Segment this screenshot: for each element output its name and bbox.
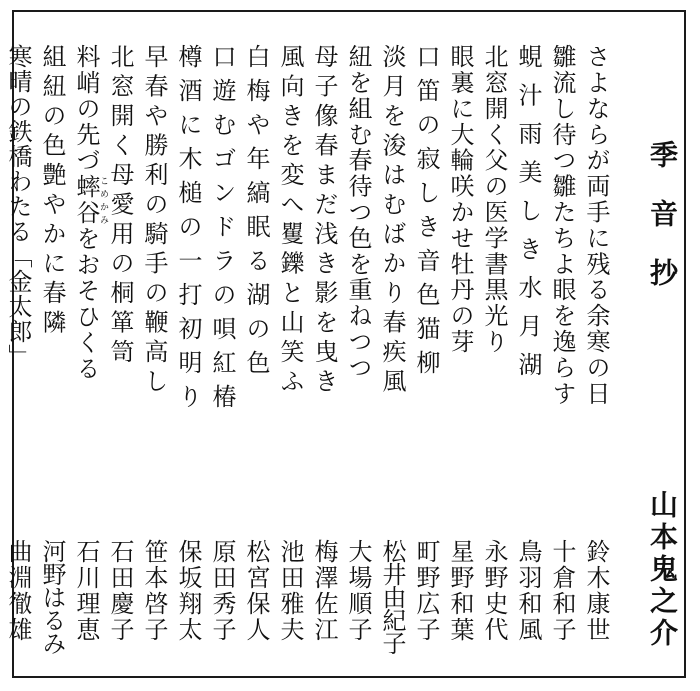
haiku-author: 曲淵徹雄: [4, 539, 32, 643]
haiku-verse: [108, 44, 132, 494]
haiku-verse: 母子像春まだ浅き影を曳き: [310, 44, 338, 398]
haiku-author: 梅澤佐江: [310, 539, 338, 643]
ruby-base: 蟀谷: [72, 174, 100, 226]
haiku-author: 大場順子: [344, 539, 372, 643]
ruby-base: 母: [106, 162, 134, 192]
haiku-verse: 眼裏に大輪咲かせ牡丹の芽: [446, 44, 474, 355]
column-title: 季音抄: [646, 140, 679, 317]
haiku-author: 石田慶子: [106, 539, 134, 643]
verse-part: 愛用の桐箪笥: [106, 191, 134, 369]
haiku-verse: さよならが両手に残る余寒の日: [582, 44, 610, 407]
haiku-author: 河野はるみ: [38, 539, 66, 654]
verse-part: 北窓開く: [106, 44, 134, 162]
verse-part: 料峭の先づ: [72, 44, 100, 174]
haiku-verse: 寒晴の鉄橋わたる「金太郎」: [4, 44, 32, 369]
haiku-author: 松宮保人: [242, 539, 270, 643]
haiku-verse: [74, 44, 108, 494]
haiku-verse: 口遊むゴンドラの唄紅椿: [208, 44, 236, 418]
ruby-reading: こめかみ: [98, 174, 108, 226]
haiku-author: 十倉和子: [548, 539, 576, 643]
haiku-verse: 蜆汁雨美しき水月湖: [514, 44, 542, 391]
page-frame: [4, 10, 686, 678]
haiku-author: 永野史代: [480, 539, 508, 643]
haiku-author: 鈴木康世: [582, 539, 610, 643]
ruby-annotation: [72, 174, 108, 226]
haiku-verse: 紐を組む春待つ色を重ねつつ: [344, 44, 372, 381]
haiku-verse: 白梅や年縞眠る湖の色: [242, 44, 270, 384]
haiku-author: 石川理恵: [72, 539, 100, 643]
haiku-author: 笹本啓子: [140, 539, 168, 643]
haiku-verse: 雛流し待つ雛たちよ眼を逸らす: [548, 44, 576, 407]
haiku-author: 原田秀子: [208, 539, 236, 643]
haiku-author: 町野広子: [412, 539, 440, 643]
column-author-byline: 山本鬼之介: [646, 490, 679, 650]
haiku-verse: 早春や勝利の騎手の鞭高し: [140, 44, 168, 398]
haiku-author: 星野和葉: [446, 539, 474, 643]
haiku-author: 鳥羽和風: [514, 539, 542, 643]
haiku-author: 池田雅夫: [276, 539, 304, 643]
haiku-verse: 組紐の色艶やかに春隣: [38, 44, 66, 339]
haiku-author: 松井由紀子: [378, 539, 406, 654]
haiku-verse: 淡月を浚はむばかり春疾風: [378, 44, 406, 398]
verse-part: をおそひくる: [72, 226, 100, 382]
haiku-verse: 風向きを変へ矍鑠と山笑ふ: [276, 44, 304, 398]
ruby-annotation: [106, 162, 134, 192]
haiku-verse: 樽酒に木槌の一打初明り: [174, 44, 202, 418]
haiku-verse: 口笛の寂しき音色猫柳: [412, 44, 440, 384]
haiku-author: 保坂翔太: [174, 539, 202, 643]
haiku-verse: 北窓開く父の医学書黒光り: [480, 44, 508, 355]
